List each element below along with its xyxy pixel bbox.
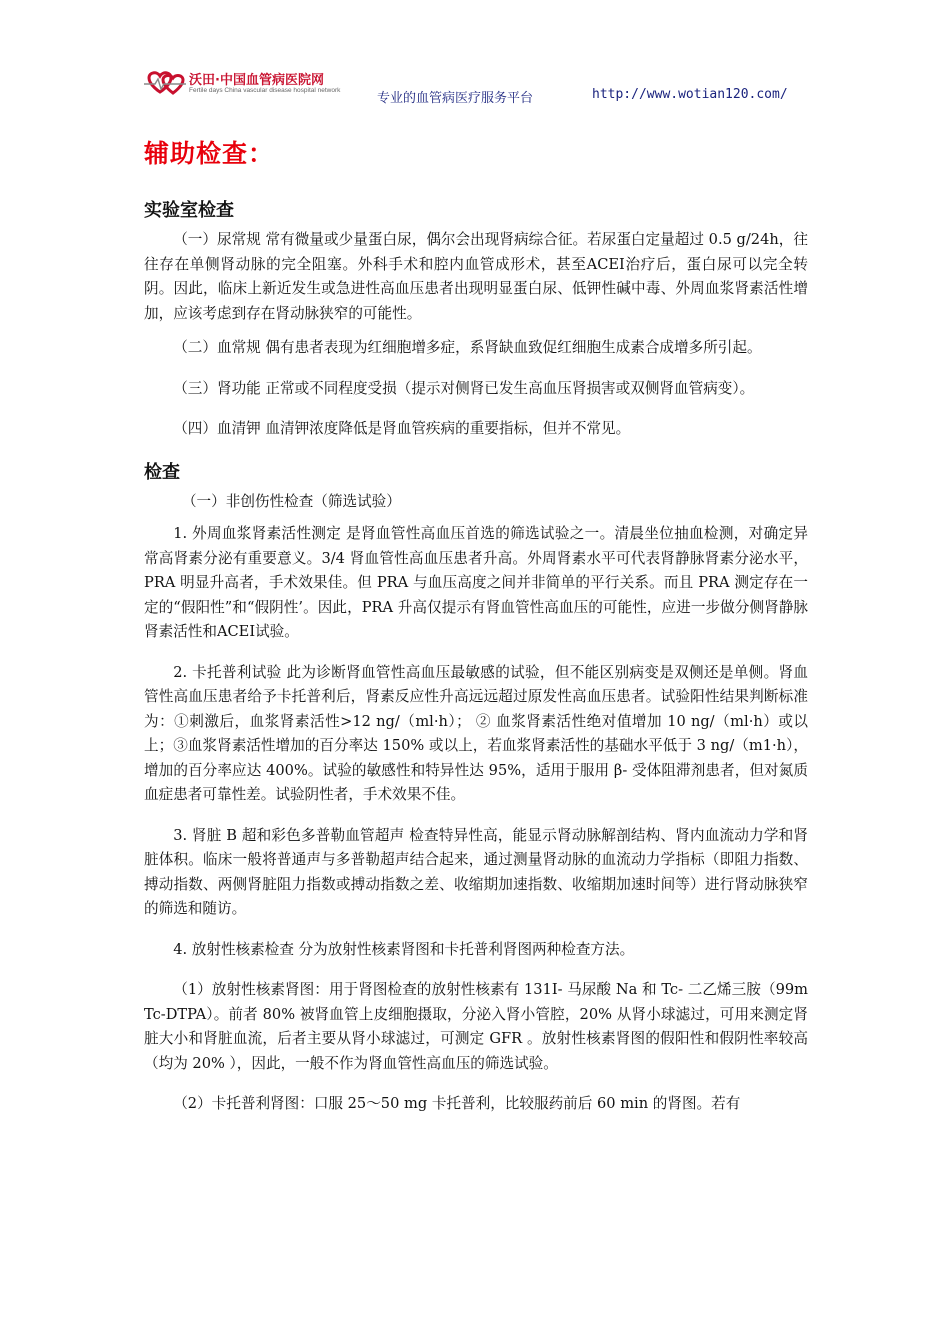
page-title: 辅助检查： bbox=[144, 139, 275, 168]
exam-item-pra: 1. 外周血浆肾素活性测定 是肾血管性高血压首选的筛选试验之一。清晨坐位抽血检测，对确定异常高肾素分泌有重要意义。3/4 肾血管性高血压患者升高。外周肾素水平可代表肾静脉肾素分泌水平，PRA 明显升高者，手术效果佳。但 PRA 与血压高度之间并非简单的平行关系。而且 PRA 测定存在一定的“假阳性”和“假阴性’。因此，PRA 升高仅提示有肾血管性高血压的可能性，应进一步做分侧肾静脉肾素活性和ACEI试验。 bbox=[144, 525, 808, 640]
page-header bbox=[0, 0, 950, 110]
site-logo[interactable] bbox=[143, 68, 353, 100]
site-tagline: 专业的血管病医疗服务平台 bbox=[377, 91, 534, 106]
exam-item-ultrasound: 3. 肾脏 B 超和彩色多普勒血管超声 检查特异性高，能显示肾动脉解剖结构、肾内血流动力学和肾脏体积。临床一般将普通声与多普勒超声结合起来，通过测量肾动脉的血流动力学指标（即阻力指数、搏动指数、两侧肾脏阻力指数或搏动指数之差、收缩期加速指数、收缩期加速时间等）进行肾动脉狭窄的筛选和随访。 bbox=[144, 826, 808, 917]
exam-item-nuclide: 4. 放射性核素检查 分为放射性核素肾图和卡托普利肾图两种检查方法。 bbox=[173, 940, 635, 958]
lab-paragraph-blood: （二）血常规 偶有患者表现为红细胞增多症，系肾缺血致促红细胞生成素合成增多所引起。 bbox=[173, 339, 762, 356]
exam-item-captopril-test: 2. 卡托普利试验 此为诊断肾血管性高血压最敏感的试验，但不能区别病变是双侧还是单侧。肾血管性高血压患者给予卡托普利后，肾素反应性升高远远超过原发性高血压患者。试验阳性结果判断标准为：①刺激后，血浆肾素活性>12 ng/（ml·h）； ② 血浆肾素活性绝对值增加 10 ng/（ml·h）或以上；③血浆肾素活性增加的百分率达 150% 或以上，若血浆肾素活性的基础水平低于 3 ng/（m1·h），增加的百分率应达 400%。试验的敏感性和特异性达 95%，适用于服用 β- 受体阻滞剂患者，但对氮质血症患者可靠性差。试验阴性者，手术效果不佳。 bbox=[144, 663, 808, 803]
logo-brand-text: 沃田·中国血管病医院网 bbox=[189, 73, 324, 88]
exam-subheading: （一）非创伤性检查（筛选试验） bbox=[181, 492, 401, 510]
exam-section-heading: 检查 bbox=[144, 461, 180, 483]
lab-paragraph-potassium: （四）血清钾 血清钾浓度降低是肾血管疾病的重要指标，但并不常见。 bbox=[173, 420, 631, 437]
document-body bbox=[144, 134, 808, 1133]
logo-subtitle: Fertile days China vascular disease hospital network bbox=[189, 87, 341, 94]
exam-item-captopril-renogram: （2）卡托普利肾图：口服 25～50 mg 卡托普利，比较服药前后 60 min 的肾图。若有 bbox=[173, 1095, 741, 1112]
lab-paragraph-urine: （一）尿常规 常有微量或少量蛋白尿，偶尔会出现肾病综合征。若尿蛋白定量超过 0.5 g/24h，往往存在单侧肾动脉的完全阻塞。外科手术和腔内血管成形术，甚至ACEI治疗后，蛋白尿可以完全转阴。因此，临床上新近发生或急进性高血压患者出现明显蛋白尿、低钾性碱中毒、外周血浆肾素活性增加，应该考虑到存在肾动脉狭窄的可能性。 bbox=[144, 231, 808, 322]
lab-section-heading: 实验室检查 bbox=[144, 200, 234, 221]
heart-logo-icon bbox=[143, 70, 187, 98]
lab-paragraph-kidney: （三）肾功能 正常或不同程度受损（提示对侧肾已发生高血压肾损害或双侧肾血管病变）。 bbox=[173, 379, 755, 397]
site-url-link[interactable]: http://www.wotian120.com/ bbox=[592, 87, 788, 102]
exam-item-renogram: （1）放射性核素肾图：用于肾图检查的放射性核素有 131I- 马尿酸 Na 和 Tc- 二乙烯三胺（99m Tc-DTPA）。前者 80% 被肾血管上皮细胞摄取，分泌入肾小管腔，20% 从肾小球滤过，可用来测定肾脏大小和肾脏血流，后者主要从肾小球滤过，可测定 GFR 。放射性核素肾图的假阳性和假阴性率较高（均为 20% ），因此，一般不作为肾血管性高血压的筛选试验。 bbox=[144, 981, 808, 1072]
